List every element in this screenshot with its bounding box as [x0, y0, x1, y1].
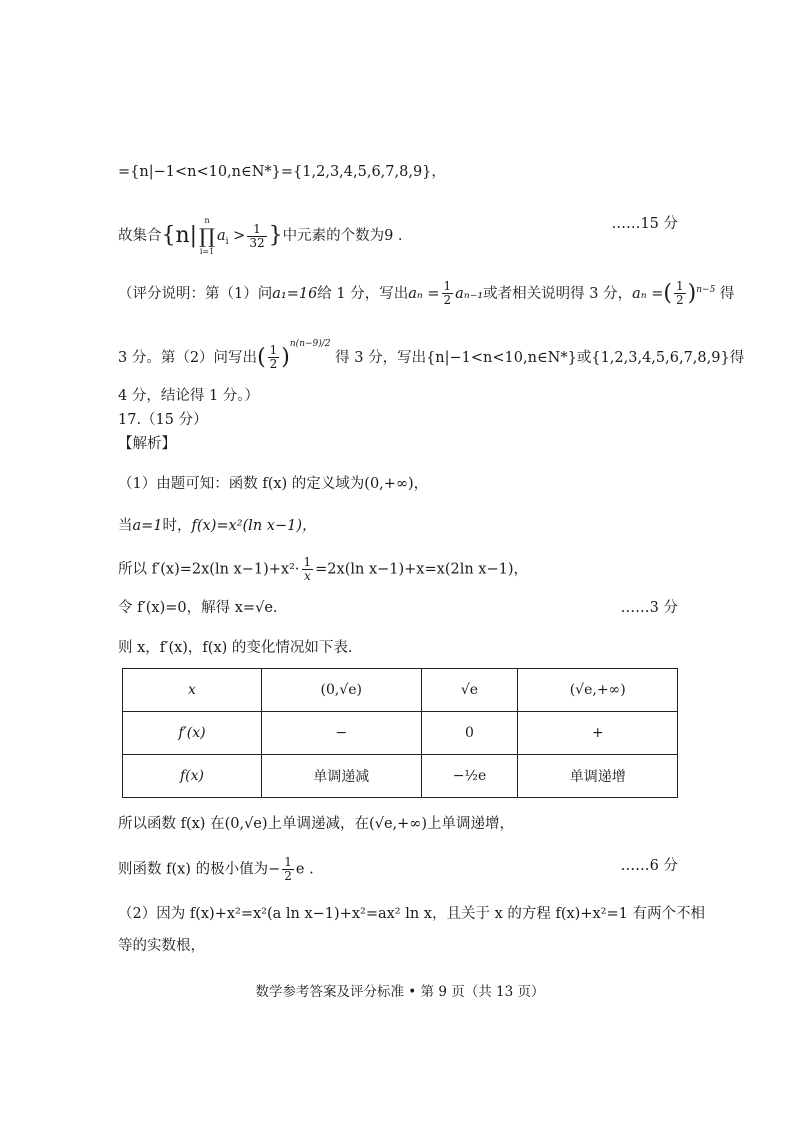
sqrt-expression: √e [255, 600, 273, 616]
grading-note-line-2: 3 分。第（2）问写出( $\frac{1}{2}$ )$^{n(n-9)/2}$ 得 3 分，写出{n|−1<n<10,n∈N*}或{1,2,3,4,5,6,7,8,9}得 [118, 339, 745, 372]
fraction-numerator: 1 [303, 555, 312, 569]
math-expression: f(x)=x²(ln x−1)， [191, 518, 317, 534]
text-segment: . [272, 600, 278, 616]
part-two-line: （2）因为 f(x)+x²=x²(a ln x−1)+x²=ax² ln x，且关于 x 的方程 f(x)+x²=1 有两个不相 [118, 906, 705, 922]
page-footer: 数学参考答案及评分标准 • 第 9 页（共 13 页） [255, 984, 545, 1000]
function-line [118, 516, 316, 536]
inequality-sign: > [233, 228, 246, 244]
fraction [268, 344, 280, 371]
table-cell: 单调递增 [518, 755, 678, 798]
fraction-denominator: 2 [676, 293, 684, 308]
text-segment: 或者相关说明得 3 分， [483, 285, 633, 302]
math-expression: a₁=16 [272, 285, 318, 302]
score-marker: ……15 分 [611, 216, 678, 232]
table-cell: (√e,+∞) [518, 669, 678, 712]
text-segment: （评分说明：第（1）问 [118, 285, 273, 302]
analysis-heading: 【解析】 [118, 436, 176, 452]
product-sign: ∏ [199, 224, 215, 248]
table-cell: − [262, 712, 422, 755]
table-cell: f(x) [123, 755, 262, 798]
exponent: n−5 [696, 285, 716, 295]
exponent: n(n−9)/2 [289, 339, 331, 349]
fraction-numerator: 1 [247, 223, 266, 237]
math-expression: 令 f′(x)=0，解得 x= [118, 600, 256, 616]
table-cell: 0 [421, 712, 518, 755]
set-count-line [118, 214, 403, 258]
text-segment: 中元素的个数为9 . [282, 228, 403, 244]
fraction [282, 856, 294, 883]
score-marker: ……6 分 [620, 858, 678, 874]
text-segment: 时， [162, 518, 192, 534]
fraction [302, 556, 314, 583]
question-number: 17.（15 分） [118, 412, 208, 428]
set-equality-line: ={n|−1<n<10,n∈N*}={1,2,3,4,5,6,7,8,9}， [118, 164, 446, 180]
fraction-denominator: 2 [443, 293, 452, 308]
fraction-denominator: 32 [249, 235, 265, 250]
derivative-line [118, 556, 528, 583]
table-cell: 单调递减 [262, 755, 422, 798]
grading-note-line-3: 4 分，结论得 1 分。） [118, 388, 260, 404]
text-segment: e . [295, 861, 314, 878]
variation-table [122, 668, 678, 798]
minimum-value-line [118, 856, 314, 883]
fraction-denominator: 2 [269, 357, 278, 372]
text-segment: 给 1 分，写出 [317, 285, 409, 302]
product-term-index: i [225, 236, 229, 247]
math-expression: aₙ = [408, 285, 440, 302]
fraction-numerator: 1 [676, 279, 684, 294]
product-lower-limit: i=1 [199, 247, 215, 256]
table-cell: + [518, 712, 678, 755]
math-expression: aₙ = [632, 285, 664, 302]
fraction [247, 223, 266, 250]
fraction-denominator: 2 [284, 869, 292, 883]
fraction [442, 280, 454, 307]
part-two-continuation: 等的实数根， [118, 938, 205, 954]
math-expression: 所以 f′(x)=2x(ln x−1)+x²· [118, 561, 300, 578]
domain-line: （1）由题可知：函数 f(x) 的定义域为(0,+∞)， [118, 476, 429, 492]
fraction-numerator: 1 [269, 343, 278, 358]
set-brace: } [268, 223, 283, 248]
table-row [123, 712, 678, 755]
grading-note-line-1: （评分说明：第（1）问a₁=16给 1 分，写出aₙ = $\frac{1}{2}$ aₙ₋₁或者相关说明得 3 分，aₙ =( $\frac{1}{2}$ )$^{n-5}$ 得 [118, 279, 735, 308]
text-segment: 3 分。第（2）问写出 [118, 349, 258, 366]
product-term: a [217, 228, 226, 244]
math-expression: =2x(ln x−1)+x=x(2ln x−1)， [315, 561, 528, 578]
table-cell: −½e [421, 755, 518, 798]
math-expression: a=1 [132, 518, 163, 534]
table-cell: x [123, 669, 262, 712]
table-row [123, 755, 678, 798]
table-intro-line: 则 x，f′(x)，f(x) 的变化情况如下表. [118, 640, 353, 656]
text-segment: 得 3 分，写出{n|−1<n<10,n∈N*}或{1,2,3,4,5,6,7,8,9}得 [335, 349, 745, 366]
text-segment: 当 [118, 518, 133, 534]
product-symbol [199, 214, 215, 258]
fraction-denominator: x [303, 569, 311, 583]
score-marker: ……3 分 [620, 600, 678, 616]
fraction [674, 280, 686, 307]
product-upper-limit: n [204, 216, 210, 225]
table-cell: f′(x) [123, 712, 262, 755]
math-expression: aₙ₋₁ [455, 285, 484, 302]
monotonicity-line: 所以函数 f(x) 在(0,√e)上单调递减，在(√e,+∞)上单调递增， [118, 816, 515, 832]
fraction-numerator: 1 [443, 279, 452, 294]
table-cell: (0,√e) [262, 669, 422, 712]
text-segment: 故集合 [118, 228, 162, 244]
math-expression: 则函数 f(x) 的极小值为− [118, 861, 281, 878]
set-brace: {n| [161, 223, 198, 248]
table-cell: √e [421, 669, 518, 712]
critical-point-line [118, 598, 278, 618]
fraction-numerator: 1 [284, 855, 292, 869]
text-segment: 得 [719, 285, 735, 302]
table-row [123, 669, 678, 712]
